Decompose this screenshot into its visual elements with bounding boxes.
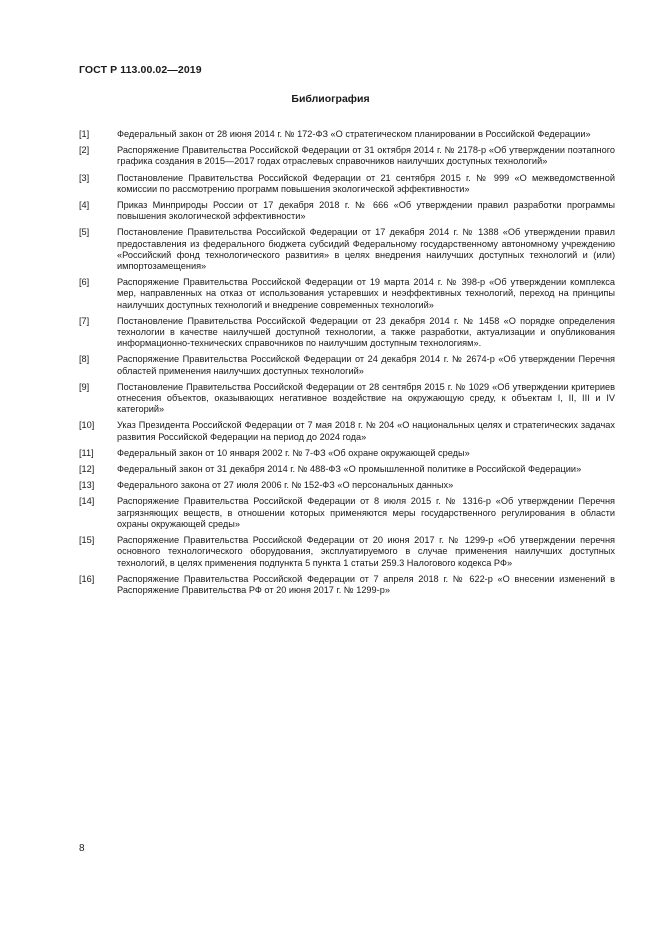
bibliography-entry	[79, 496, 615, 530]
entry-number: [1]	[79, 129, 90, 139]
entry-number: [14]	[79, 496, 95, 507]
entry-text: Федеральный закон от 28 июня 2014 г. № 172-ФЗ «О стратегическом планировании в Российской Федерации»	[117, 129, 591, 139]
page-number: 8	[79, 843, 85, 854]
entry-text: Приказ Минприроды России от 17 декабря 2018 г. № 666 «Об утверждении правил разработки программы повышения экологической эффективности»	[117, 200, 615, 222]
entry-text: Распоряжение Правительства Российской Федерации от 20 июня 2017 г. № 1299-р «Об утверждении перечня основного технологического оборудования, эксплуатируемого в случае применения наилучших доступных технологий, в целях применения подпункта 5 пункта 1 статьи 259.3 Налогового кодекса РФ»	[117, 535, 615, 568]
entry-text: Постановление Правительства Российской Федерации от 28 сентября 2015 г. № 1029 «Об утверждении критериев отнесения объектов, оказывающих негативное воздействие на окружающую среду, к объектам I, II, III и IV категорий»	[117, 381, 615, 415]
bibliography-list	[79, 129, 615, 601]
entry-text: Постановление Правительства Российской Федерации от 21 сентября 2015 г. № 999 «О межведомственной комиссии по рассмотрению программ повышения экологической эффективности»	[117, 172, 615, 194]
bibliography-entry	[79, 145, 615, 167]
entry-number: [11]	[79, 447, 94, 458]
bibliography-entry	[79, 420, 615, 442]
entry-text: Федерального закона от 27 июля 2006 г. № 152-ФЗ «О персональных данных»	[117, 480, 454, 491]
entry-number: [6]	[79, 277, 90, 288]
entry-text: Постановление Правительства Российской Федерации от 23 декабря 2014 г. № 1458 «О порядке определения технологии в качестве наилучшей доступной технологии, а также разработки, актуализации и опубликования информационно-технических справочников по наилучшим доступным технологиям».	[117, 315, 615, 349]
entry-number: [10]	[79, 420, 95, 431]
entry-text: Указ Президента Российской Федерации от 7 мая 2018 г. № 204 «О национальных целях и стратегических задачах развития Российской Федерации на период до 2024 года»	[117, 420, 615, 442]
bibliography-entry	[79, 448, 615, 459]
entry-text: Распоряжение Правительства Российской Федерации от 24 декабря 2014 г. № 2674-р «Об утверждении Перечня областей применения наилучших доступных технологий»	[117, 354, 615, 376]
bibliography-entry	[79, 277, 615, 311]
bibliography-entry	[79, 480, 615, 491]
entry-number: [7]	[79, 315, 90, 326]
entry-number: [12]	[79, 464, 95, 475]
bibliography-entry	[79, 535, 615, 569]
entry-number: [16]	[79, 573, 95, 584]
section-title: Библиография	[291, 93, 370, 105]
bibliography-entry	[79, 574, 615, 596]
entry-text: Постановление Правительства Российской Федерации от 17 декабря 2014 г. № 1388 «Об утверждении правил предоставления из федерального бюджета субсидий Федеральному государственному автономному учреждению «Российский фонд технологического развития» в целях внедрения наилучших доступных технологий и (или) импортозамещения»	[117, 227, 615, 272]
bibliography-entry	[79, 129, 615, 140]
entry-number: [8]	[79, 354, 90, 365]
entry-number: [4]	[79, 200, 90, 211]
entry-text: Федеральный закон от 10 января 2002 г. № 7-ФЗ «Об охране окружающей среды»	[117, 447, 470, 458]
entry-number: [5]	[79, 227, 90, 238]
entry-number: [3]	[79, 172, 90, 183]
entry-number: [13]	[79, 480, 95, 491]
entry-text: Распоряжение Правительства Российской Федерации от 31 октября 2014 г. № 2178-р «Об утверждении поэтапного графика создания в 2015—2017 годах отраслевых справочников наилучших доступных технологий»	[117, 145, 615, 167]
bibliography-entry	[79, 464, 615, 475]
bibliography-entry	[79, 316, 615, 350]
entry-text: Федеральный закон от 31 декабря 2014 г. № 488-ФЗ «О промышленной политике в Российской Федерации»	[117, 464, 582, 475]
bibliography-entry	[79, 173, 615, 195]
bibliography-entry	[79, 200, 615, 222]
entry-text: Распоряжение Правительства Российской Федерации от 8 июля 2015 г. № 1316-р «Об утверждении Перечня загрязняющих веществ, в отношении которых применяются меры государственного регулирования в области охраны окружающей среды»	[117, 496, 615, 529]
bibliography-entry	[79, 354, 615, 376]
entry-number: [2]	[79, 145, 90, 156]
entry-text: Распоряжение Правительства Российской Федерации от 19 марта 2014 г. № 398-р «Об утверждении комплекса мер, направленных на отказ от использования устаревших и неэффективных технологий, переход на принципы наилучших доступных технологий и внедрение современных технологий»	[117, 277, 615, 310]
entry-text: Распоряжение Правительства Российской Федерации от 7 апреля 2018 г. № 622-р «О внесении изменений в Распоряжение Правительства РФ от 20 июня 2017 г. № 1299-р»	[117, 573, 615, 595]
bibliography-entry	[79, 382, 615, 416]
document-header: ГОСТ Р 113.00.02—2019	[79, 64, 202, 76]
entry-number: [9]	[79, 381, 90, 392]
bibliography-entry	[79, 227, 615, 272]
entry-number: [15]	[79, 535, 95, 546]
